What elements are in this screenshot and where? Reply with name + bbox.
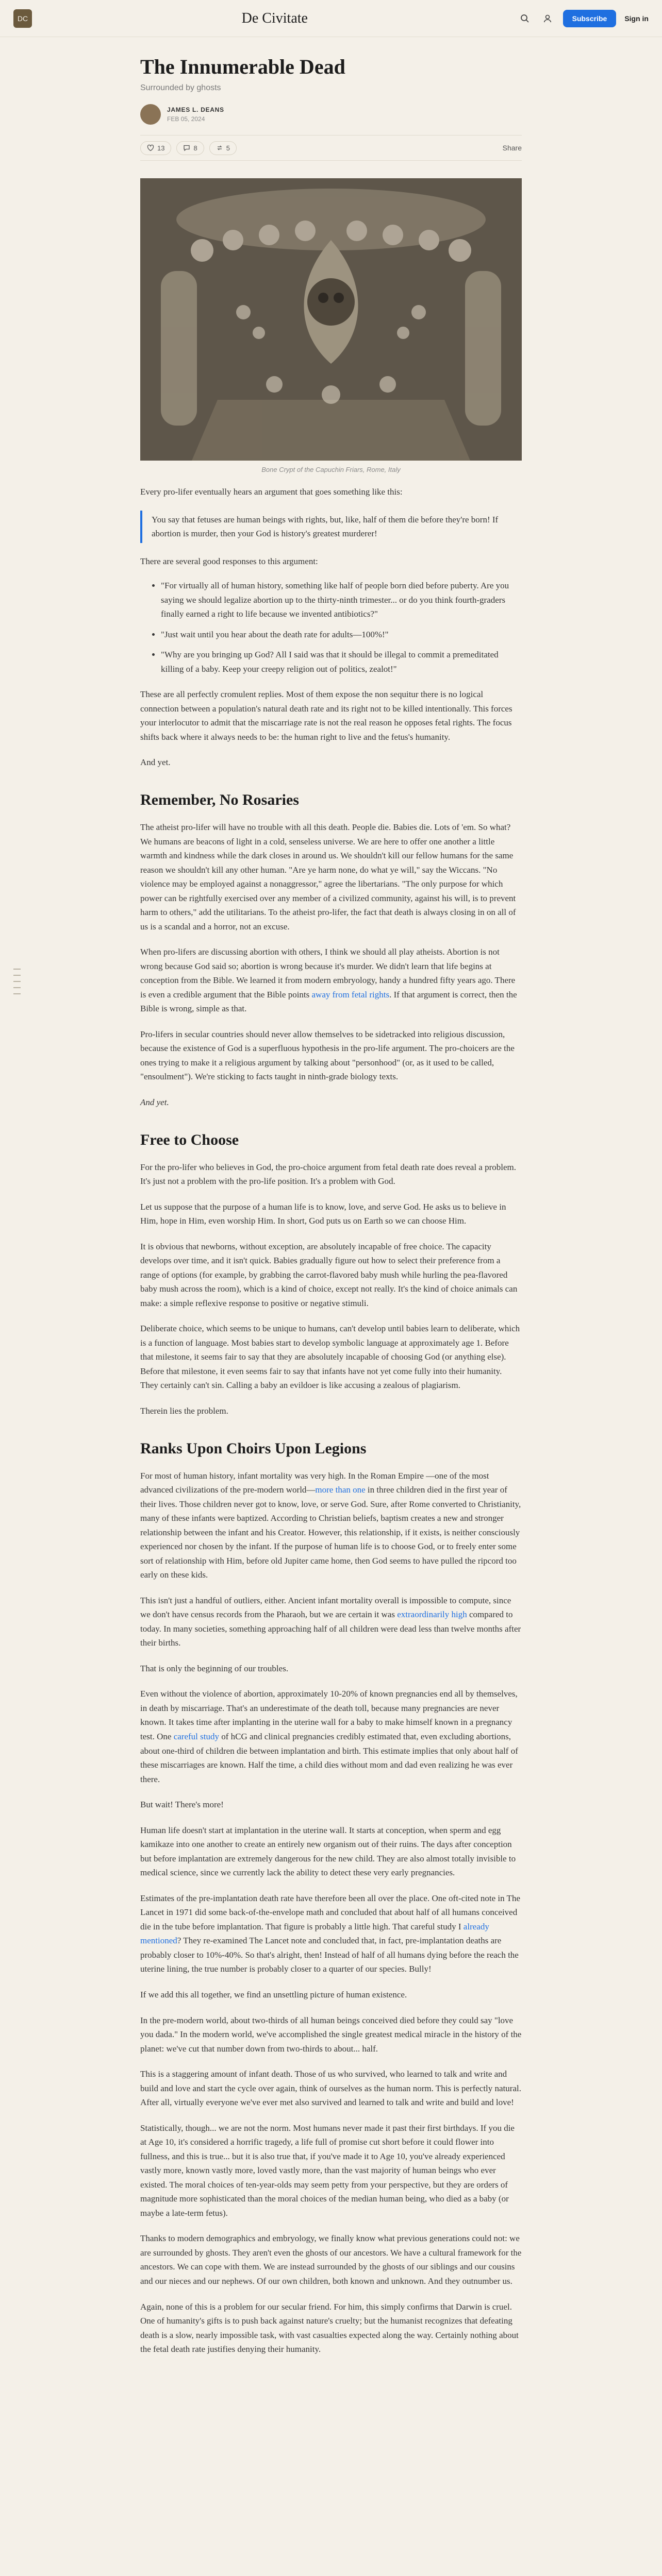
top-actions xyxy=(518,10,649,27)
paragraph: And yet. xyxy=(140,1097,169,1107)
author-avatar[interactable] xyxy=(140,104,161,125)
inline-link[interactable]: already mentioned xyxy=(140,1921,489,1946)
inline-link[interactable]: more than one xyxy=(315,1485,366,1495)
inline-link[interactable]: extraordinarily high xyxy=(397,1609,467,1620)
paragraph: Even without the violence of abortion, approximately 10-20% of known pregnancies end all by themselves, in death by miscarriage. That's an underestimate of the death toll, because many pregnancies are never known. It takes time after implanting in the uterine wall for a baby to make himself known in a pregnancy test. One careful study of hCG and clinical pregnancies credibly estimated that, even excluding abortions, about one-third of children die between implantation and birth. This estimate implies that only about half of these miscarriages are known. Half the time, a child dies without mom and dad even realizing he was ever there. xyxy=(140,1689,518,1784)
paragraph: That is only the beginning of our troubles. xyxy=(140,1663,289,1673)
comment-count: 8 xyxy=(193,144,197,152)
response-list xyxy=(161,579,522,676)
inline-link[interactable]: away from fetal rights xyxy=(311,989,390,999)
paragraph: For the pro-lifer who believes in God, the pro-choice argument from fetal death rate does reveal a problem. It's just not a problem with the pro-life position. It's a problem with God. xyxy=(140,1162,516,1187)
section-heading: Ranks Upon Choirs Upon Legions xyxy=(140,1439,367,1457)
top-nav xyxy=(0,0,662,37)
restack-icon xyxy=(216,144,223,151)
paragraph: And yet. xyxy=(140,757,171,768)
byline xyxy=(140,104,522,125)
list-item: • "Just wait until you hear about the death rate for adults—100%!" xyxy=(161,628,522,642)
site-logo[interactable]: DC xyxy=(13,9,32,28)
paragraph: Again, none of this is a problem for our secular friend. For him, this simply confirms that Darwin is cruel. One of humanity's gifts is to push back against nature's cruelty; but the humanist recognizes that defeating death is a slow, nearly impossible task, with vast casualties expected along the way. Certainly nothing about the fetal death rate justifies denying their humanity. xyxy=(140,2301,519,2354)
blockquote: You say that fetuses are human beings with rights, but, like, half of them die before they're born! If abortion is murder, then your God is history's greatest murderer! xyxy=(140,511,522,543)
inline-link[interactable]: careful study xyxy=(173,1732,219,1741)
like-count: 13 xyxy=(157,144,165,152)
hero-image-bone-crypt[interactable] xyxy=(140,178,522,461)
list-item: • "For virtually all of human history, something like half of people born died before puberty. Are you saying we should legalize abortion up to the thirty-ninth trimester... or do you think fourth-graders finally earned a right to life because we invented antibiotics?" xyxy=(161,579,522,621)
paragraph: Every pro-lifer eventually hears an argument that goes something like this: xyxy=(140,487,403,497)
article xyxy=(140,37,522,2357)
paragraph: For most of human history, infant mortality was very high. In the Roman Empire —one of the most advanced civilizations of the pre-modern world—more than one in three children died in the first year of their lives. Those children never got to know, love, or serve God. Sure, after Rome converted to Christianity, many of these infants were baptized. According to Christian beliefs, baptism creates a new and stronger relationship between the infant and his Creator. However, this relationship, if it exists, is neither consciously experienced nor chosen by the infant. If the purpose of human life is to choose God, or to freely enter some sort of relationship with Him, before old Jupiter came home, then God seems to have pulled the ripcord too early on these kids. xyxy=(140,1470,521,1580)
paragraph: There are several good responses to this argument: xyxy=(140,556,318,566)
paragraph: Statistically, though... we are not the norm. Most humans never made it past their first birthdays. If you die at Age 10, it's considered a horrific tragedy, a life full of promise cut short before it could flower into fullness, and this is true... but it is also true that, if you've made it to Age 10, you've already experienced vastly more, known vastly more, loved vastly more, than the vast majority of human beings who ever existed. The moral choices of ten-year-olds may seem petty from your perspective, but they are orders of magnitude more sophisticated than the moral choices of the median human being, who died as a baby (or maybe a late-term fetus). xyxy=(140,2123,515,2218)
comment-icon xyxy=(183,144,190,151)
post-date: FEB 05, 2024 xyxy=(167,115,205,123)
paragraph: Pro-lifers in secular countries should never allow themselves to be sidetracked into religious discussion, because the existence of God is a superfluous hypothesis in the pro-life argument. The pro-choicers are the ones trying to make it a religious argument by talking about "personhood" (or, as it used to be called, "ensoulment"). We're sticking to facts taught in ninth-grade biology texts. xyxy=(140,1029,515,1082)
post-subtitle: Surrounded by ghosts xyxy=(140,83,221,92)
site-title[interactable]: De Civitate xyxy=(241,10,308,26)
paragraph: In the pre-modern world, about two-thirds of all human beings conceived died before they could say "love you dada." In the modern world, we've accomplished the single greatest medical miracle in the history of the planet: we've cut that number down from two-thirds to about... half. xyxy=(140,2015,522,2054)
paragraph: Thanks to modern demographics and embryology, we finally know what previous generations could not: we are surrounded by ghosts. They aren't even the ghosts of our ancestors. We have a cultural framework for the ancestors. We can cope with them. We are instead surrounded by the ghosts of our siblings and our cousins and our nieces and our nephews. Of our own children, both known and unknown. And they outnumber us. xyxy=(140,2233,522,2286)
paragraph: The atheist pro-lifer will have no trouble with all this death. People die. Babies die. Lots of 'em. So what? We humans are beacons of light in a cold, senseless universe. We are here to offer one another a little warmth and kindness while the dark closes in around us. We shouldn't kill our fellow humans for the same reason we shouldn't kill any other human. "Are ye harm none, do what ye will," say the Wiccans. "No violence may be employed against a nonaggressor," agree the libertarians. "The only purpose for which power can be rightfully exercised over any member of a civilized community, against his will, is to prevent harm to others," add the utilitarians. To the atheist pro-lifer, the fact that death is always closing in on all of us is a scandal and a horror, not an excuse. xyxy=(140,822,516,931)
paragraph: But wait! There's more! xyxy=(140,1800,224,1810)
paragraph: Estimates of the pre-implantation death rate have therefore been all over the place. One oft-cited note in The Lancet in 1971 did some back-of-the-envelope math and concluded that about half of all humans conceived die in the tube before implantation. That figure is probably a little high. That careful study I already mentioned? They re-examined The Lancet note and concluded that, in fact, pre-implantation deaths are probably closer to 10%-40%. So that's alright, then! Instead of half of all humans dying before the reach the uterine lining, the true number is probably closer to a quarter of our species. Bully! xyxy=(140,1893,520,1974)
restack-count: 5 xyxy=(226,144,230,152)
hero-caption: Bone Crypt of the Capuchin Friars, Rome, Italy xyxy=(261,466,401,473)
list-item: • "Why are you bringing up God? All I said was that it should be illegal to commit a premeditated killing of a baby. Keep your creepy religion out of politics, zealot!" xyxy=(161,648,522,676)
paragraph: Deliberate choice, which seems to be unique to humans, can't develop until babies learn to deliberate, which is a function of language. Most babies start to develop symbolic language at approximately age 1. Before that milestone, it seems fair to say that they are absolutely incapable of choosing God (or anything else). Before that milestone, it even seems fair to say that infants have not yet come fully into their humanity. They certainly can't sin. Calling a baby an evildoer is like accusing a zealous of plagiarism. xyxy=(140,1324,520,1391)
heart-icon xyxy=(147,144,154,151)
paragraph: This isn't just a handful of outliers, either. Ancient infant mortality overall is impossible to compute, since we don't have census records from the Pharaoh, but we are certain it was extraordinarily high compared to today. In many societies, something approaching half of all children were dead less than twelve months after their births. xyxy=(140,1595,521,1648)
profile-icon[interactable] xyxy=(540,11,555,26)
search-icon[interactable] xyxy=(518,11,532,26)
post-title: The Innumerable Dead xyxy=(140,55,345,78)
paragraph: When pro-lifers are discussing abortion with others, I think we should all play atheists. Abortion is not wrong because God said so; abortion is wrong because it's murder. We didn't learn that life begins at conception from the Bible. We learned it from modern embryology, handy a hundred fifty years ago. There is even a credible argument that the Bible points away from fetal rights. If that argument is correct, then the Bible is wrong, simple as that. xyxy=(140,947,517,1014)
subscribe-button[interactable]: Subscribe xyxy=(563,10,617,27)
share-button[interactable]: Share xyxy=(502,144,522,152)
paragraph: Human life doesn't start at implantation in the uterine wall. It starts at conception, when sperm and egg kamikaze into one another to create an entirely new organism out of their ruins. The days after conception but before implantation are extremely dangerous for the new child. They are also almost totally invisible to medical science, since we currently lack the ability to detect these very early pregnancies. xyxy=(140,1825,516,1878)
table-of-contents-indicator[interactable] xyxy=(13,969,21,994)
signin-button[interactable]: Sign in xyxy=(624,14,649,23)
restack-button[interactable] xyxy=(209,141,237,155)
paragraph: Let us suppose that the purpose of a human life is to know, love, and serve God. He asks us to believe in Him, hope in Him, even worship Him. In short, God puts us on Earth so we can choose Him. xyxy=(140,1201,506,1226)
author-name[interactable]: JAMES L. DEANS xyxy=(167,106,224,113)
hero-figure xyxy=(140,178,522,473)
paragraph: If we add this all together, we find an unsettling picture of human existence. xyxy=(140,1989,407,1999)
comment-button[interactable] xyxy=(176,141,204,155)
paragraph: Therein lies the problem. xyxy=(140,1405,228,1416)
section-heading: Remember, No Rosaries xyxy=(140,791,299,808)
post-action-bar xyxy=(140,135,522,161)
section-heading: Free to Choose xyxy=(140,1131,239,1148)
paragraph: This is a staggering amount of infant death. Those of us who survived, who learned to talk and write and build and love and start the cycle over again, think of ourselves as the human norm. This is perfectly natural. After all, virtually everyone we've ever met also survived and learned to talk and write and build and love! xyxy=(140,2069,521,2108)
paragraph: It is obvious that newborns, without exception, are absolutely incapable of free choice. The capacity develops over time, and it isn't quick. Babies gradually figure out how to select their preference from a range of options (for example, by grabbing the carrot-flavored baby mush while hurling the pea-flavored baby mush across the room), which is a kind of choice, except not really. It's the kind of choice animals can make: a simple reflexive response to positive or negative stimuli. xyxy=(140,1241,518,1308)
like-button[interactable] xyxy=(140,141,171,155)
paragraph: These are all perfectly cromulent replies. Most of them expose the non sequitur there is no logical connection between a population's natural death rate and its right not to be killed intentionally. This forces your interlocutor to admit that the miscarriage rate is not the real reason he opposes fetal rights. The focus shifts back where it always needs to be: the human right to live and the fetus's humanity. xyxy=(140,689,512,742)
